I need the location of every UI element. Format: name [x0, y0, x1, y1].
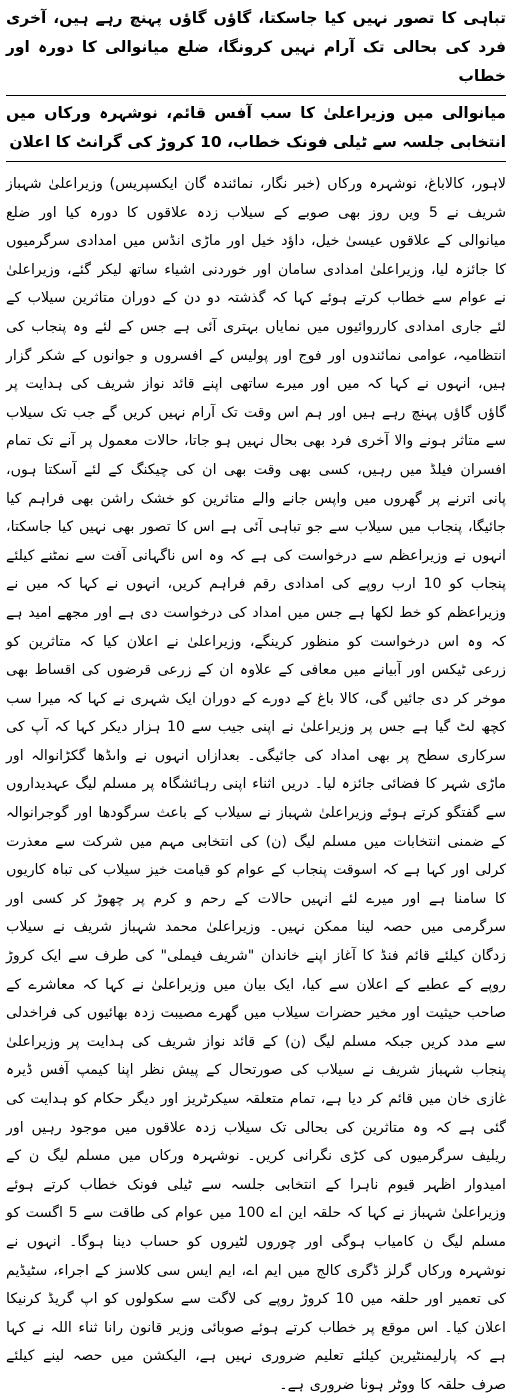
subheadline: میانوالی میں وزیراعلیٰ کا سب آفس قائم، نوشہرہ ورکاں میں انتخابی جلسہ سے ٹیلی فونک خطاب، 10 کروڑ کی گرانٹ کا اعلان — [6, 104, 506, 151]
headline-divider — [6, 95, 506, 96]
subheadline-divider — [6, 161, 506, 162]
headline: تباہی کا تصور نہیں کیا جاسکتا، گاؤں گاؤں پہنچ رہے ہیں، آخری فرد کی بحالی تک آرام نہیں کرونگا، ضلع میانوالی کا دورہ اور خطاب — [6, 9, 506, 85]
article-body: لاہور، کالاباغ، نوشہرہ ورکاں (خبر نگار، نمائندہ گان ایکسپریس) وزیراعلیٰ شہباز شریف نے 5 ویں روز بھی صوبے کے سیلاب زدہ علاقوں کا دورہ کیا اور ضلع میانوالی کے علاقوں عیسیٰ خیل، داؤد خیل اور ماڑی انڈس میں امدادی سرگرمیوں کا جائزہ لیا، وزیراعلیٰ امدادی سامان اور خوردنی اشیاء ساتھ لیکر گئے، وزیراعلیٰ نے عوام سے خطاب کرتے ہوئے کہا کہ گذشتہ دو دن کے دوران متاثرین سیلاب کے لئے جاری امدادی کارروائیوں میں نمایاں بہتری آئی ہے جس کے لئے وہ پنجاب کی انتظامیہ، عوامی نمائندوں اور فوج اور پولیس کے افسروں و جوانوں کے شکر گزار ہیں، انہوں نے کہا کہ میں اور میرے ساتھی اپنے قائد نواز شریف کی ہدایت پر گاؤں گاؤں پہنچ رہے ہیں اور ہم اس وقت تک آرام نہیں کریں گے جب تک سیلاب سے متاثر ہونے والا آخری فرد بھی بحال نہیں ہو جاتا، حالات معمول پر آنے تک تمام افسران فیلڈ میں رہیں، کسی بھی وقت بھی ان کی چیکنگ کے لئے آسکتا ہوں، پانی اترنے پر گھروں میں واپس جانے والے متاثرین کو خشک راشن بھی فراہم کیا جائیگا، پنجاب میں سیلاب سے جو تباہی آئی ہے اس کا تصور بھی نہیں کیا جاسکتا، انہوں نے وزیراعظم سے درخواست کی ہے کہ وہ اس ناگہانی آفت سے نمٹنے کیلئے پنجاب کو 10 ارب روپے کی امدادی رقم فراہم کریں، انہوں نے کہا کہ میں نے وزیراعظم کو خط لکھا ہے جس میں امداد کی درخواست دی ہے اور مجھے امید ہے کہ وہ اس درخواست کو منظور کرینگے، وزیراعلیٰ نے اعلان کیا کہ متاثرین کو زرعی ٹیکس اور آبیانے میں معافی کے علاوہ ان کے زرعی قرضوں کی اقساط بھی موخر کر دی جائیں گی، کالا باغ کے دورے کے دوران ایک شہری نے کہا کہ میرا سب کچھ لٹ گیا ہے جس پر وزیراعلیٰ نے اپنی جیب سے 10 ہزار دیکر کہا کہ آپ کی سرکاری سطح پر بھی امداد کی جائیگی۔ بعدازاں انہوں نے واںڈھا گکڑانوالہ اور ماڑی شہر کا فضائی جائزہ لیا۔ دریں اثناء اپنی رہائشگاہ پر مسلم لیگ عہدیداروں سے گفتگو کرتے ہوئے وزیراعلیٰ شہباز نے سیلاب کے باعث سرگودھا اور گوجرانوالہ کے ضمنی انتخابات میں مسلم لیگ (ن) کی انتخابی مہم میں شرکت سے معذرت کرلی اور کہا ہے کہ اسوقت پنجاب کے عوام کو قیامت خیز سیلاب کی تباہ کاریوں کا سامنا ہے اور میرے لئے انہیں حالات کے رحم و کرم پر چھوڑ کر کسی اور سرگرمی میں حصہ لینا ممکن نہیں۔ وزیراعلیٰ محمد شہباز شریف نے سیلاب زدگان کیلئے قائم فنڈ کا آغاز اپنے خاندان "شریف فیملی" کی طرف سے ایک کروڑ روپے کے عطیے کے اعلان سے کیا، ایک بیان میں وزیراعلیٰ نے کہا کہ معاشرے کے صاحب حیثیت اور مخیر حضرات سیلاب میں گھرے مصیبت زدہ بھائیوں کی فراخدلی سے مدد کریں جبکہ مسلم لیگ (ن) کے قائد نواز شریف کی ہدایت پر وزیراعلیٰ پنجاب شہباز شریف نے سیلاب کی صورتحال کے پیش نظر اپنا کیمپ آفس ڈیرہ غازی خان میں قائم کر دیا ہے، تمام متعلقہ سیکرٹریز اور دیگر حکام کو ہدایت کی گئی ہے کہ وہ متاثرین کی بحالی تک سیلاب زدہ علاقوں میں موجود رہیں اور ریلیف سرگرمیوں کی کڑی نگرانی کریں۔ نوشہرہ ورکاں میں مسلم لیگ ن کے امیدوار اظہر قیوم ناہرا کے انتخابی جلسہ سے ٹیلی فونک خطاب کرتے ہوئے وزیراعلیٰ شہباز نے کہا کہ حلقہ این اے 100 میں عوام کی طاقت سے 5 اگست کو مسلم لیگ ن کامیاب ہوگی اور چوروں لٹیروں کو حساب دینا ہوگا۔ انہوں نے نوشہرہ ورکاں گرلز ڈگری کالج میں ایم اے، ایم ایس سی کلاسز کے اجراء، سٹیڈیم کی تعمیر اور حلقہ میں 10 کروڑ روپے کی لاگت سے سکولوں کو اپ گریڈ کرنیکا اعلان کیا۔ اس موقع پر خطاب کرتے ہوئے صوبائی وزیر قانون رانا ثناء اللہ نے کہا ہے کہ پارلیمنٹیرین کیلئے تعلیم ضروری نہیں ہے، الیکشن میں حصہ لینے کیلئے صرف حلقہ کا ووٹر ہونا ضروری ہے۔ — [6, 176, 506, 1393]
